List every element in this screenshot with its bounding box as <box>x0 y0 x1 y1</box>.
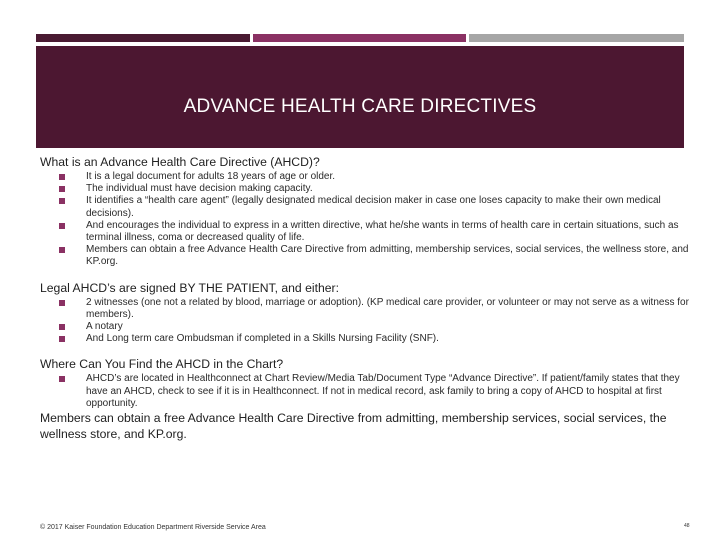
square-bullet-icon <box>59 198 65 204</box>
section-heading-find-ahcd: Where Can You Find the AHCD in the Chart? <box>40 357 284 372</box>
list-item-text: And Long term care Ombudsman if completed in a Skills Nursing Facility (SNF). <box>86 333 439 345</box>
section-heading-what-is-ahcd: What is an Advance Health Care Directive (AHCD)? <box>40 155 320 169</box>
list-item <box>57 220 690 244</box>
footer-copyright: © 2017 Kaiser Foundation Education Department Riverside Service Area <box>40 524 266 531</box>
bullet-list-find-ahcd <box>40 373 690 410</box>
square-bullet-icon <box>59 174 65 180</box>
square-bullet-icon <box>59 186 65 192</box>
bullet-list-what-is-ahcd <box>40 171 690 269</box>
list-item <box>57 333 690 345</box>
list-item <box>57 244 690 268</box>
list-item <box>57 297 690 321</box>
square-bullet-icon <box>59 376 65 382</box>
page-number: 48 <box>684 523 690 529</box>
list-item <box>57 171 690 183</box>
square-bullet-icon <box>59 223 65 229</box>
section-heading-legal-ahcd: Legal AHCD’s are signed BY THE PATIENT, and either: <box>40 280 339 295</box>
title-band <box>36 46 684 148</box>
list-item-text: And encourages the individual to express in a written directive, what he/she wants in terms of health care in certain situations, such as terminal illness, coma or decreased quality of life. <box>86 219 679 244</box>
bullet-list-legal-ahcd <box>40 297 690 346</box>
slide-title: ADVANCE HEALTH CARE DIRECTIVES <box>183 96 537 117</box>
square-bullet-icon <box>59 300 65 306</box>
list-item <box>57 321 690 333</box>
list-item-text: A notary <box>86 321 123 333</box>
list-item <box>57 373 690 410</box>
list-item-text: Members can obtain a free Advance Health Care Directive from admitting, membership services, social services, the wellness store, and KP.org. <box>86 244 689 268</box>
list-item-text: It is a legal document for adults 18 years of age or older. <box>86 171 336 182</box>
list-item-text: 2 witnesses (one not a related by blood, marriage or adoption). (KP medical care provider, or volunteer or may not serve as a witness for members). <box>86 296 689 320</box>
square-bullet-icon <box>59 324 65 330</box>
list-item-text: The individual must have decision making capacity. <box>86 183 313 195</box>
closing-statement: Members can obtain a free Advance Health Care Directive from admitting, membership services, social services, the wellness store, and KP.org. <box>40 411 667 442</box>
top-accent-bar-gray <box>469 34 684 42</box>
top-accent-bar-purple <box>253 34 466 42</box>
list-item-text: AHCD’s are located in Healthconnect at Chart Review/Media Tab/Document Type “Advance Directive”. If patient/family states that they have an AHCD, check to see if it is in Healthconnect. If not in medical record, ask family to bring a copy of AHCD to hospital at first opportunity. <box>86 373 680 409</box>
list-item-text: It identifies a “health care agent” (legally designated medical decision maker in case one loses capacity to make their own medical decisions). <box>86 195 661 219</box>
square-bullet-icon <box>59 336 65 342</box>
square-bullet-icon <box>59 247 65 253</box>
top-accent-bar-dark <box>36 34 250 42</box>
slide-content <box>40 155 690 442</box>
list-item <box>57 183 690 195</box>
list-item <box>57 195 690 219</box>
